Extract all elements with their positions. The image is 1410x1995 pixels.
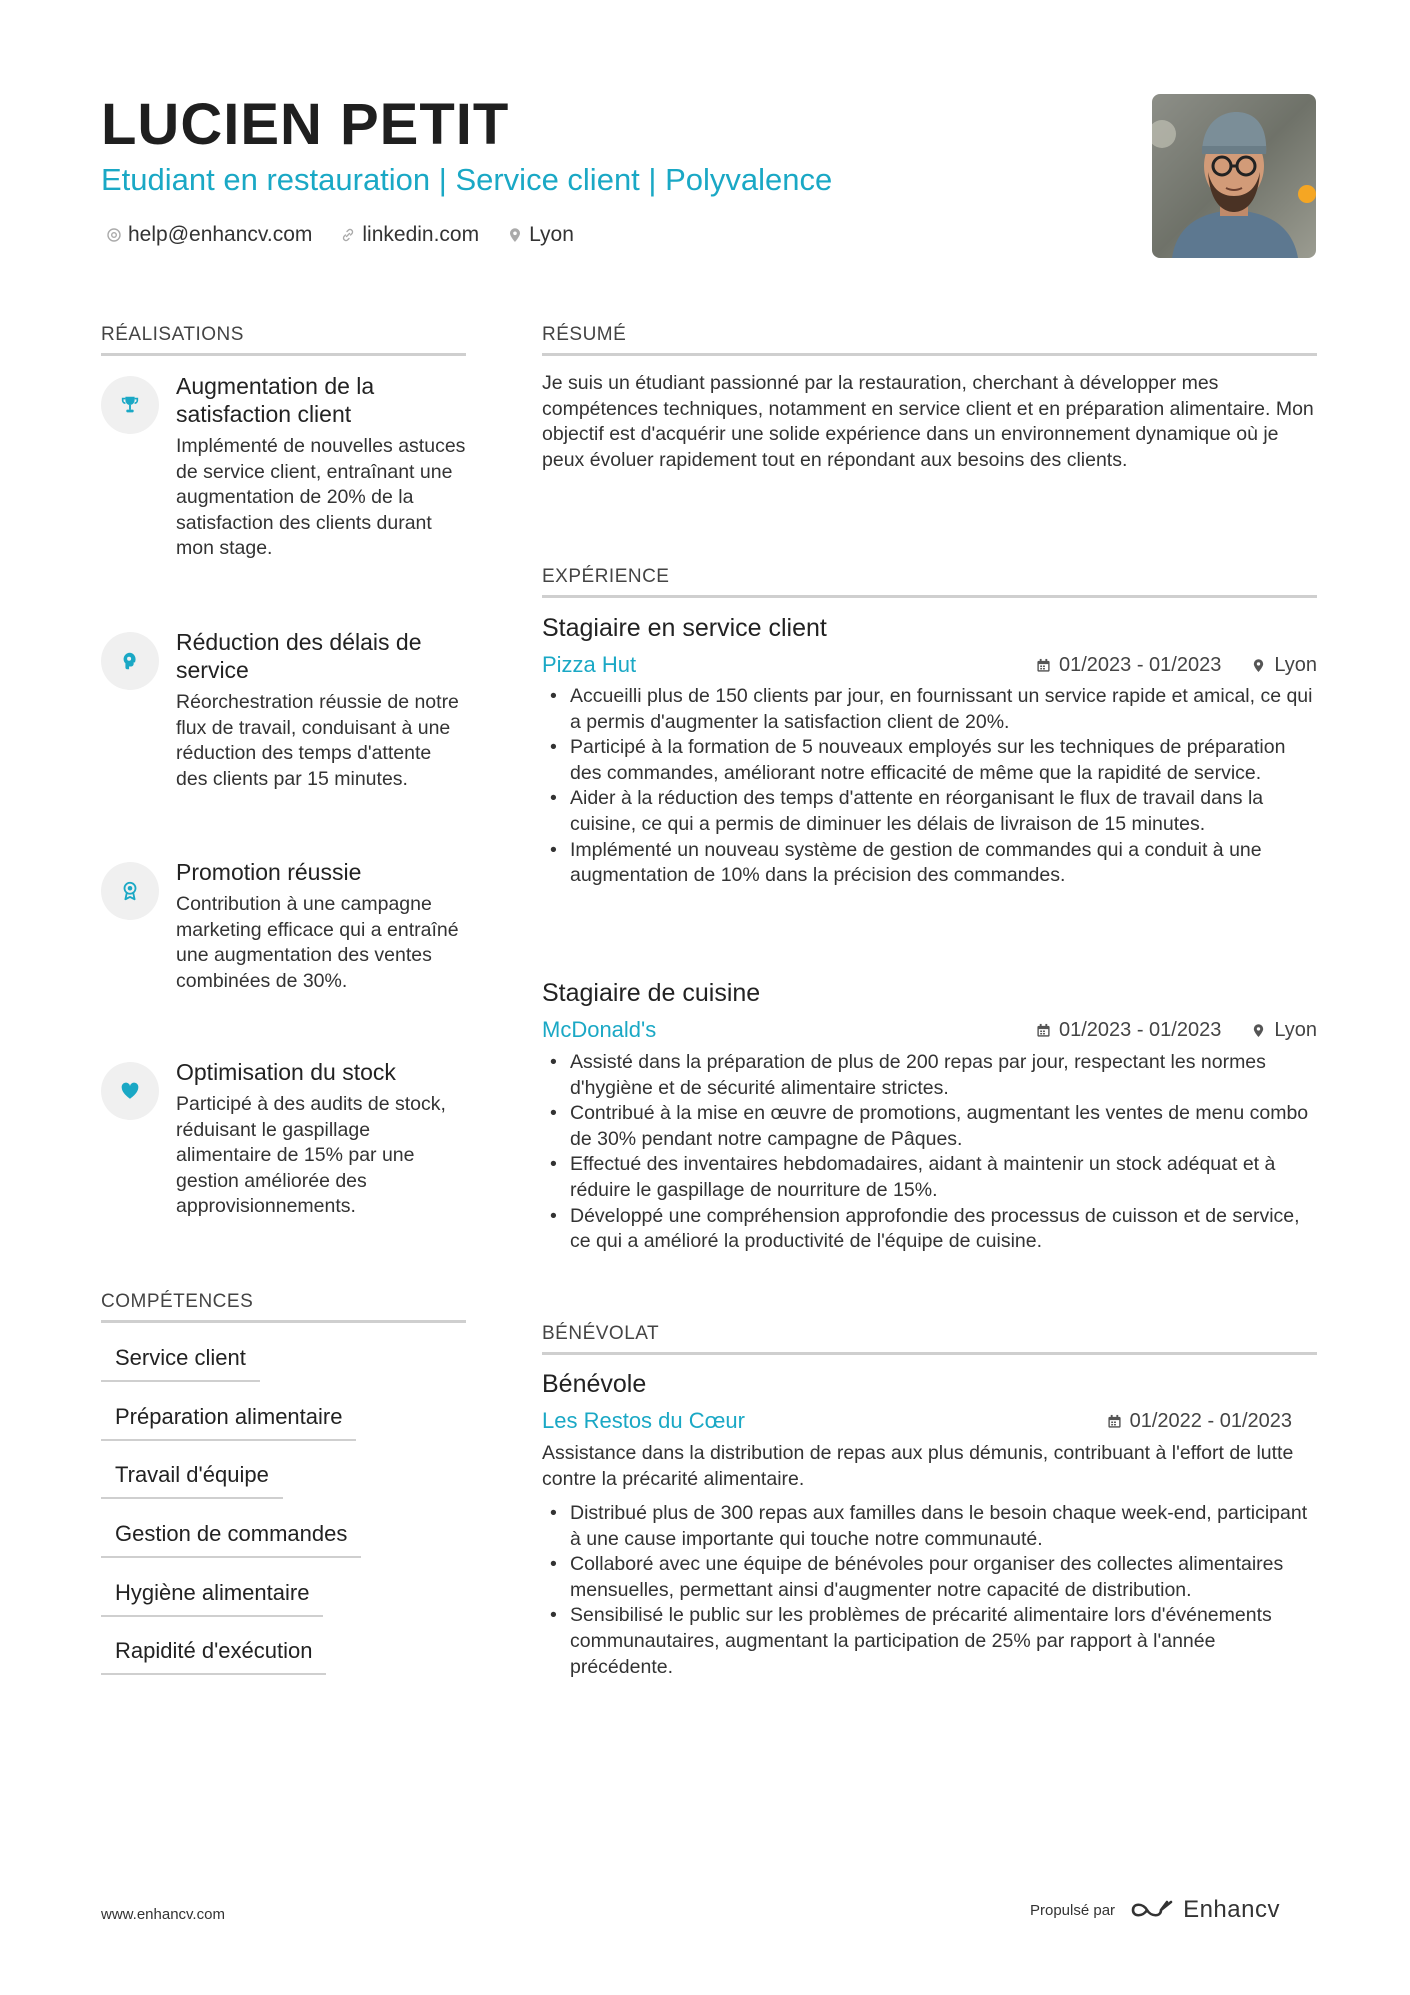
volunteer-description: Assistance dans la distribution de repas aux plus démunis, contribuant à l'effort de lutte contre la précarité alimentaire. (542, 1442, 1294, 1490)
heart-icon (101, 1062, 159, 1120)
link-icon (340, 227, 356, 243)
list-item: • Implémenté un nouveau système de gestion de commandes qui a conduit à une augmentation de 10% dans la précision des commandes. (542, 838, 1317, 889)
section-header-skills: COMPÉTENCES (101, 1290, 466, 1323)
volunteer-meta (1107, 1407, 1292, 1435)
job-dates: 01/2023 - 01/2023 (1058, 654, 1222, 676)
summary-text: Je suis un étudiant passionné par la restauration, cherchant à développer mes compétences techniques, notamment en service client et en préparation alimentaire. Mon objectif est d'acquérir une solide expérience dans un environnement dynamique où je peux évoluer rapidement tout en répondant aux besoins des clients. (542, 372, 1314, 471)
contact-row (106, 220, 574, 250)
volunteer-dates: 01/2022 - 01/2023 (1129, 1410, 1292, 1432)
list-item: • Collaboré avec une équipe de bénévoles pour organiser des collectes alimentaires mensuelles, permettant ainsi d'augmenter notre capacité de distribution. (542, 1552, 1317, 1603)
skill-tag: Gestion de commandes (101, 1520, 361, 1558)
volunteer-bullets (542, 1501, 1317, 1680)
brand-logo[interactable] (1129, 1896, 1280, 1924)
powered-by-text: Propulsé par (1030, 1901, 1116, 1919)
list-item: • Accueilli plus de 150 clients par jour, en fournissant un service rapide et amical, ce qui a permis d'augmenter la satisfaction client de 20%. (542, 684, 1317, 735)
achievement-item (101, 372, 466, 592)
list-item: • Sensibilisé le public sur les problèmes de précarité alimentaire lors d'événements communautaires, augmentant la participation de 25% par rapport à l'année précédente. (542, 1603, 1317, 1680)
footer-powered-by (1030, 1896, 1280, 1924)
job-meta (1036, 651, 1317, 679)
achievement-title: Promotion réussie (176, 859, 362, 885)
trophy-icon (101, 376, 159, 434)
job-bullets (542, 684, 1317, 889)
skill-tag: Hygiène alimentaire (101, 1579, 323, 1617)
company-name[interactable]: Pizza Hut (542, 652, 637, 677)
achievement-item (101, 1058, 466, 1238)
list-item: • Participé à la formation de 5 nouveaux employés sur les techniques de préparation des commandes, améliorant notre efficacité de même que la rapidité de service. (542, 735, 1317, 786)
achievement-title: Optimisation du stock (176, 1059, 396, 1085)
contact-email[interactable] (106, 220, 312, 250)
at-icon (106, 227, 122, 243)
volunteer-organization[interactable]: Les Restos du Cœur (542, 1408, 745, 1433)
volunteer-role: Bénévole (542, 1370, 647, 1398)
job-title: Stagiaire en service client (542, 614, 827, 642)
brand-name: Enhancv (1183, 1896, 1280, 1923)
achievement-description: Participé à des audits de stock, réduisant le gaspillage alimentaire de 15% par une gestion améliorée des approvisionnements. (176, 1093, 446, 1217)
footer-website[interactable]: www.enhancv.com (101, 1906, 225, 1923)
contact-linkedin[interactable] (340, 220, 479, 250)
job-meta (1036, 1016, 1317, 1044)
skill-tag: Travail d'équipe (101, 1461, 283, 1499)
location-pin-icon (507, 227, 523, 243)
job-location: Lyon (1274, 654, 1317, 676)
achievement-item (101, 628, 466, 828)
contact-location (507, 220, 574, 250)
list-item: • Effectué des inventaires hebdomadaires, aidant à maintenir un stock adéquat et à réduire le gaspillage de nourriture de 15%. (542, 1152, 1317, 1203)
list-item: • Distribué plus de 300 repas aux familles dans le besoin chaque week-end, participant à une cause importante qui touche notre communauté. (542, 1501, 1317, 1552)
achievement-description: Réorchestration réussie de notre flux de travail, conduisant à une réduction des temps d'attente des clients par 15 minutes. (176, 691, 459, 790)
list-item: • Aider à la réduction des temps d'attente en réorganisant le flux de travail dans la cuisine, ce qui a permis de diminuer les délais de livraison de 15 minutes. (542, 786, 1317, 837)
achievement-item (101, 858, 466, 1038)
job-dates: 01/2023 - 01/2023 (1058, 1019, 1222, 1041)
achievement-description: Implémenté de nouvelles astuces de service client, entraînant une augmentation de 20% de la satisfaction des clients durant mon stage. (176, 435, 466, 559)
location-pin-icon (1251, 658, 1266, 673)
list-item: • Assisté dans la préparation de plus de 200 repas par jour, respectant les normes d'hygiène et de sécurité alimentaire strictes. (542, 1050, 1317, 1101)
section-header-summary: RÉSUMÉ (542, 323, 1317, 356)
candidate-title: Etudiant en restauration | Service client | Polyvalence (101, 162, 833, 197)
calendar-icon (1036, 658, 1051, 673)
job-location: Lyon (1274, 1019, 1317, 1041)
list-item: • Contribué à la mise en œuvre de promotions, augmentant les ventes de menu combo de 30% pendant notre campagne de Pâques. (542, 1101, 1317, 1152)
calendar-icon (1107, 1414, 1122, 1429)
skill-tag: Service client (101, 1344, 260, 1382)
job-title: Stagiaire de cuisine (542, 979, 761, 1007)
company-name[interactable]: McDonald's (542, 1017, 657, 1042)
section-header-experience: EXPÉRIENCE (542, 565, 1317, 598)
location-pin-icon (1251, 1023, 1266, 1038)
achievement-title: Augmentation de la satisfaction client (176, 373, 375, 427)
skill-tag: Préparation alimentaire (101, 1403, 356, 1441)
enhancv-logo-icon (1129, 1898, 1175, 1922)
job-bullets (542, 1050, 1317, 1255)
achievement-title: Réduction des délais de service (176, 629, 422, 683)
calendar-icon (1036, 1023, 1051, 1038)
list-item: • Développé une compréhension approfondie des processus de cuisson et de service, ce qui a amélioré la productivité de l'équipe de cuisine. (542, 1204, 1317, 1255)
brain-icon (101, 632, 159, 690)
skill-tag: Rapidité d'exécution (101, 1637, 326, 1675)
candidate-name: LUCIEN PETIT (101, 92, 510, 157)
achievement-description: Contribution à une campagne marketing efficace qui a entraîné une augmentation des ventes combinées de 30%. (176, 893, 459, 992)
location-text: Lyon (529, 223, 574, 246)
section-header-volunteer: BÉNÉVOLAT (542, 1322, 1317, 1355)
profile-photo (1152, 94, 1316, 258)
award-icon (101, 862, 159, 920)
section-header-achievements: RÉALISATIONS (101, 323, 466, 356)
email-text: help@enhancv.com (128, 223, 313, 246)
linkedin-text: linkedin.com (362, 223, 480, 246)
